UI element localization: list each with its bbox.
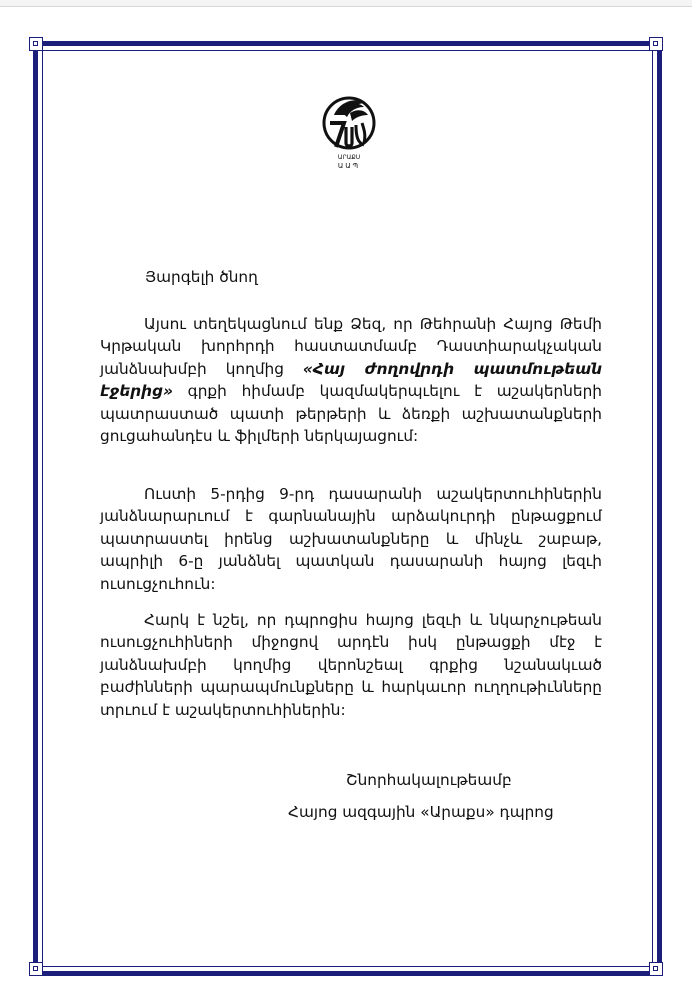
corner-ornament-top-left: [29, 37, 43, 51]
book-title: «Հայ ժողովրդի պատմութեան էջերից»: [100, 359, 602, 401]
school-logo: [320, 93, 378, 173]
closing-thanks: Շնորհակալութեամբ: [346, 771, 512, 789]
paragraph-1: [100, 313, 602, 447]
corner-ornament-bottom-right: [649, 962, 663, 976]
paragraph-1-rest: գրքի հիմամբ կազմակերպւելու է աշակերների պատրաստած պատի թերթերի և ձեռքի աշխատանքների ցուցահանդէս և ֆիլմերի ներկայացում:: [100, 382, 602, 446]
logo-caption-bottom: ԱԱՊ: [337, 162, 361, 170]
paragraph-3: Հարկ է նշել, որ դպրոցիս հայոց լեզւի և նկարչութեան ուսուցչուհիների միջոցով արդէն իսկ ընթացքի մէջ է յանձնախմբի կողմից վերոնշեալ գրքից նշանակւած բաժինների պարապմունքները և հարկաւոր ուղղութիւնները տրւում է աշակերտուհիներին:: [100, 611, 602, 719]
corner-ornament-top-right: [649, 37, 663, 51]
letter-page: [0, 6, 692, 1001]
corner-ornament-bottom-left: [29, 962, 43, 976]
paragraph-1-intro: Այսու տեղեկացնում ենք Ձեզ, որ Թեհրանի Հայոց Թեմի Կրթական խորհրդի հաստատմամբ Դաստիարակչական յանձնախմբի կողմից: [100, 315, 602, 378]
logo-caption-top: ԱՐԱՔՍ: [337, 154, 361, 161]
paragraph-2: Ուստի 5-րդից 9-րդ դասարանի աշակերտուհիներին յանձնարարւում է գարնանային արձակուրդի ընթացքում պատրաստել իրենց աշխատանքները և մինչև շաբաթ, ապրիլի 6-ը յանձնել պատկան դասարանի հայոց լեզւի ուսուցչուհուն:: [100, 485, 602, 593]
greeting: Յարգելի ծնող: [145, 268, 258, 286]
signature-school-name: Հայոց ազգային «Արաքս» դպրոց: [288, 803, 554, 821]
